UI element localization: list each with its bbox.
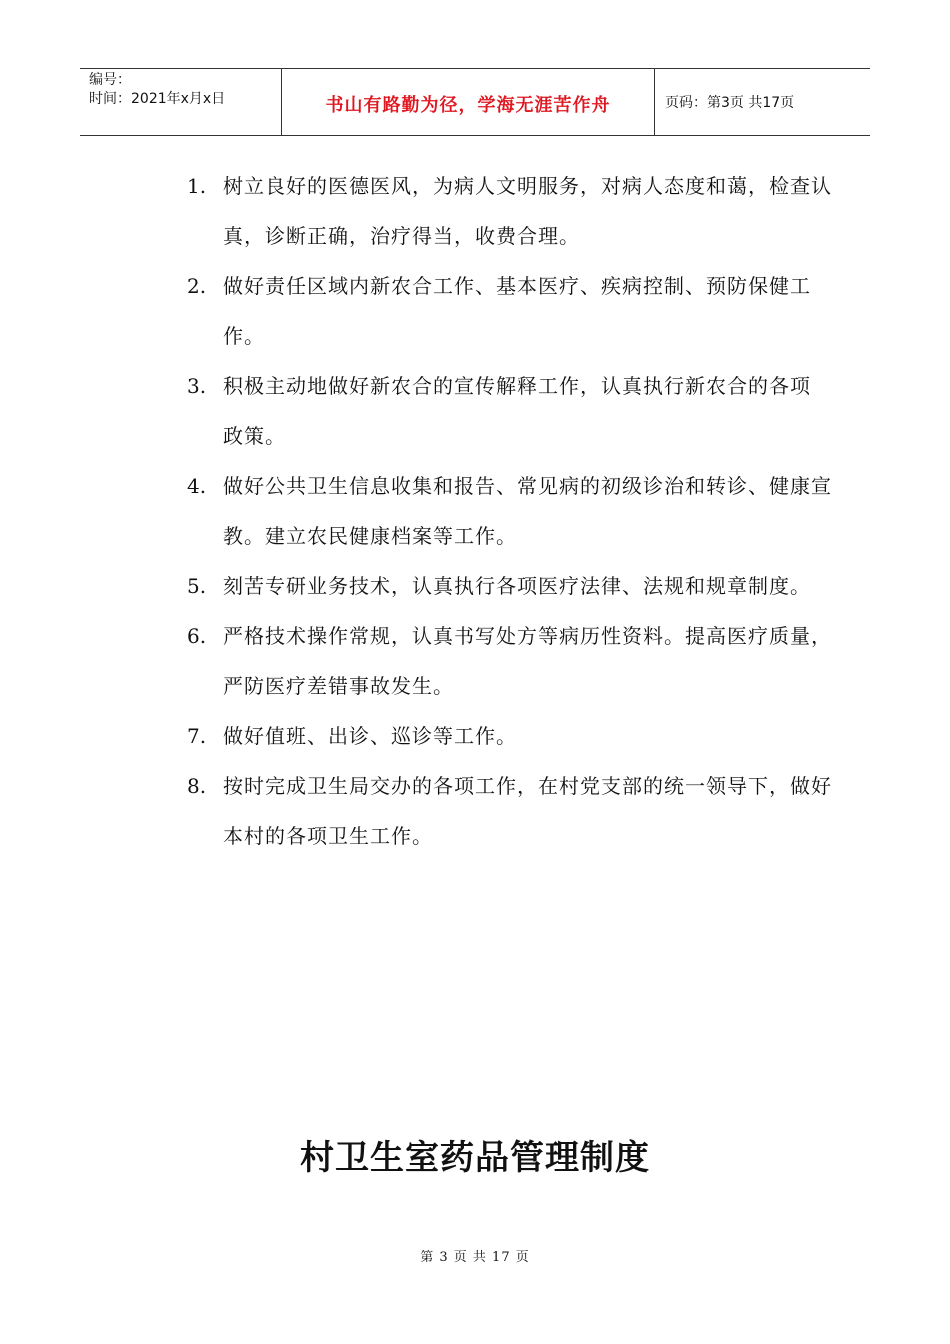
item-text: 做好责任区域内新农合工作、基本医疗、疾病控制、预防保健工作。 — [223, 274, 811, 348]
header-page-info: 页码：第3页 共17页 — [665, 95, 795, 111]
item-number: 5. — [187, 574, 207, 598]
list-item — [187, 761, 837, 861]
item-number: 6. — [187, 624, 207, 648]
item-number: 2. — [187, 274, 207, 298]
section-title: 村卫生室药品管理制度 — [300, 1138, 650, 1178]
page-header — [80, 68, 870, 136]
item-text: 严格技术操作常规，认真书写处方等病历性资料。提高医疗质量，严防医疗差错事故发生。 — [223, 624, 832, 698]
list-item — [187, 461, 837, 561]
list-item — [187, 161, 837, 261]
header-motto: 书山有路勤为径，学海无涯苦作舟 — [282, 69, 655, 135]
item-text: 刻苦专研业务技术，认真执行各项医疗法律、法规和规章制度。 — [223, 574, 811, 598]
header-date: 时间：2021年x月x日 — [89, 91, 226, 107]
header-code: 编号： — [89, 72, 131, 88]
item-text: 做好公共卫生信息收集和报告、常见病的初级诊治和转诊、健康宣教。建立农民健康档案等工作。 — [223, 474, 832, 548]
item-text: 积极主动地做好新农合的宣传解释工作，认真执行新农合的各项 政策。 — [223, 374, 811, 448]
list-item — [187, 561, 837, 611]
item-number: 8. — [187, 774, 207, 798]
item-number: 7. — [187, 724, 207, 748]
list-item — [187, 361, 837, 461]
list-item — [187, 261, 837, 361]
page-footer: 第 3 页 共 17 页 — [420, 1250, 530, 1265]
list-item — [187, 611, 837, 711]
duty-list — [187, 161, 837, 861]
list-item — [187, 711, 837, 761]
item-text: 做好值班、出诊、巡诊等工作。 — [223, 724, 517, 748]
item-number: 1. — [187, 174, 207, 198]
item-number: 4. — [187, 474, 207, 498]
header-meta — [80, 69, 282, 135]
item-text: 树立良好的医德医风，为病人文明服务，对病人态度和蔼，检查认真，诊断正确，治疗得当，收费合理。 — [223, 174, 832, 248]
item-text: 按时完成卫生局交办的各项工作，在村党支部的统一领导下，做好本村的各项卫生工作。 — [223, 774, 832, 848]
item-number: 3. — [187, 374, 207, 398]
